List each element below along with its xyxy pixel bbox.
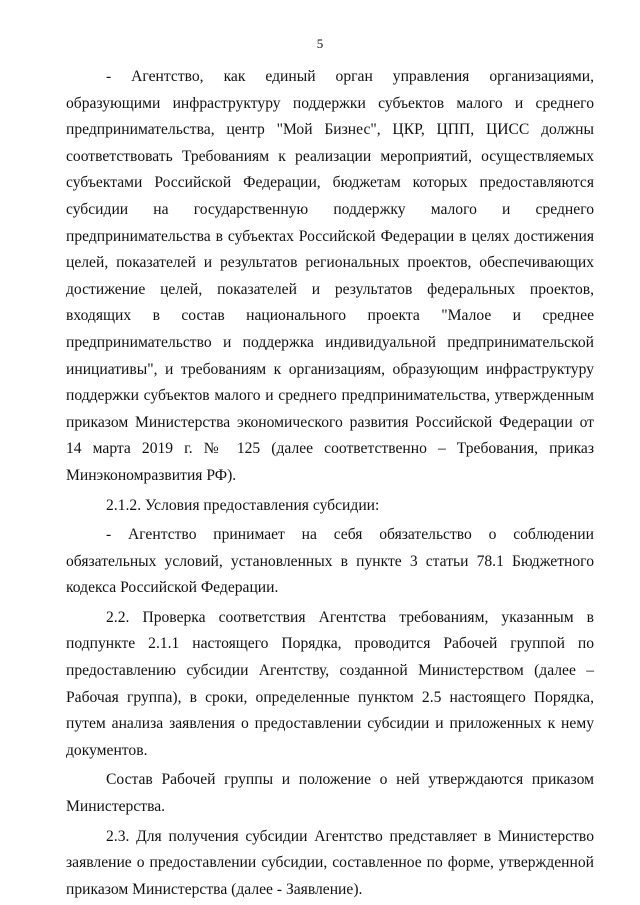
document-body [66,64,594,903]
paragraph-2-3-application: 2.3. Для получения субсидии Агентство представляет в Министерство заявление о предоставлении субсидии, составленное по форме, утвержденной приказом Министерства (далее - Заявление). [66,827,594,898]
paragraph-2-1-2-heading: 2.1.2. Условия предоставления субсидии: [106,496,380,514]
paragraph-agency-requirements: - Агентство, как единый орган управления организациями, образующими инфраструктуру поддержки субъектов малого и среднего предпринимательства, центр "Мой Бизнес", ЦКР, ЦПП, ЦИСС должны соответствовать Требованиям к реализации мероприятий, осуществляемых субъектами Российской Федерации, бюджетам которых предоставляются субсидии на государственную поддержку малого и среднего предпринимательства в субъектах Российской Федерации в целях достижения целей, показателей и результатов региональных проектов, обеспечивающих достижение целей, показателей и результатов федеральных проектов, входящих в состав национального проекта "Малое и среднее предпринимательство и поддержка индивидуальной предпринимательской инициативы", и требованиям к организациям, образующим инфраструктуру поддержки субъектов малого и среднего предпринимательства, утвержденным приказом Министерства экономического развития Российской Федерации от 14 марта 2019 г. № 125 (далее соответственно – Требования, приказ Минэкономразвития РФ). [66,68,594,484]
paragraph-agency-obligation: - Агентство принимает на себя обязательство о соблюдении обязательных условий, установленных в пункте 3 статьи 78.1 Бюджетного кодекса Российской Федерации. [66,526,594,597]
page-number: 5 [316,36,324,51]
paragraph-2-2-verification: 2.2. Проверка соответствия Агентства требованиям, указанным в подпункте 2.1.1 настоящего Порядка, проводится Рабочей группой по предоставлению субсидии Агентству, созданной Министерством (далее – Рабочая группа), в сроки, определенные пунктом 2.5 настоящего Порядка, путем анализа заявления о предоставлении субсидии и приложенных к нему документов. [66,608,594,759]
paragraph-working-group: Состав Рабочей группы и положение о ней утверждаются приказом Министерства. [66,771,594,816]
